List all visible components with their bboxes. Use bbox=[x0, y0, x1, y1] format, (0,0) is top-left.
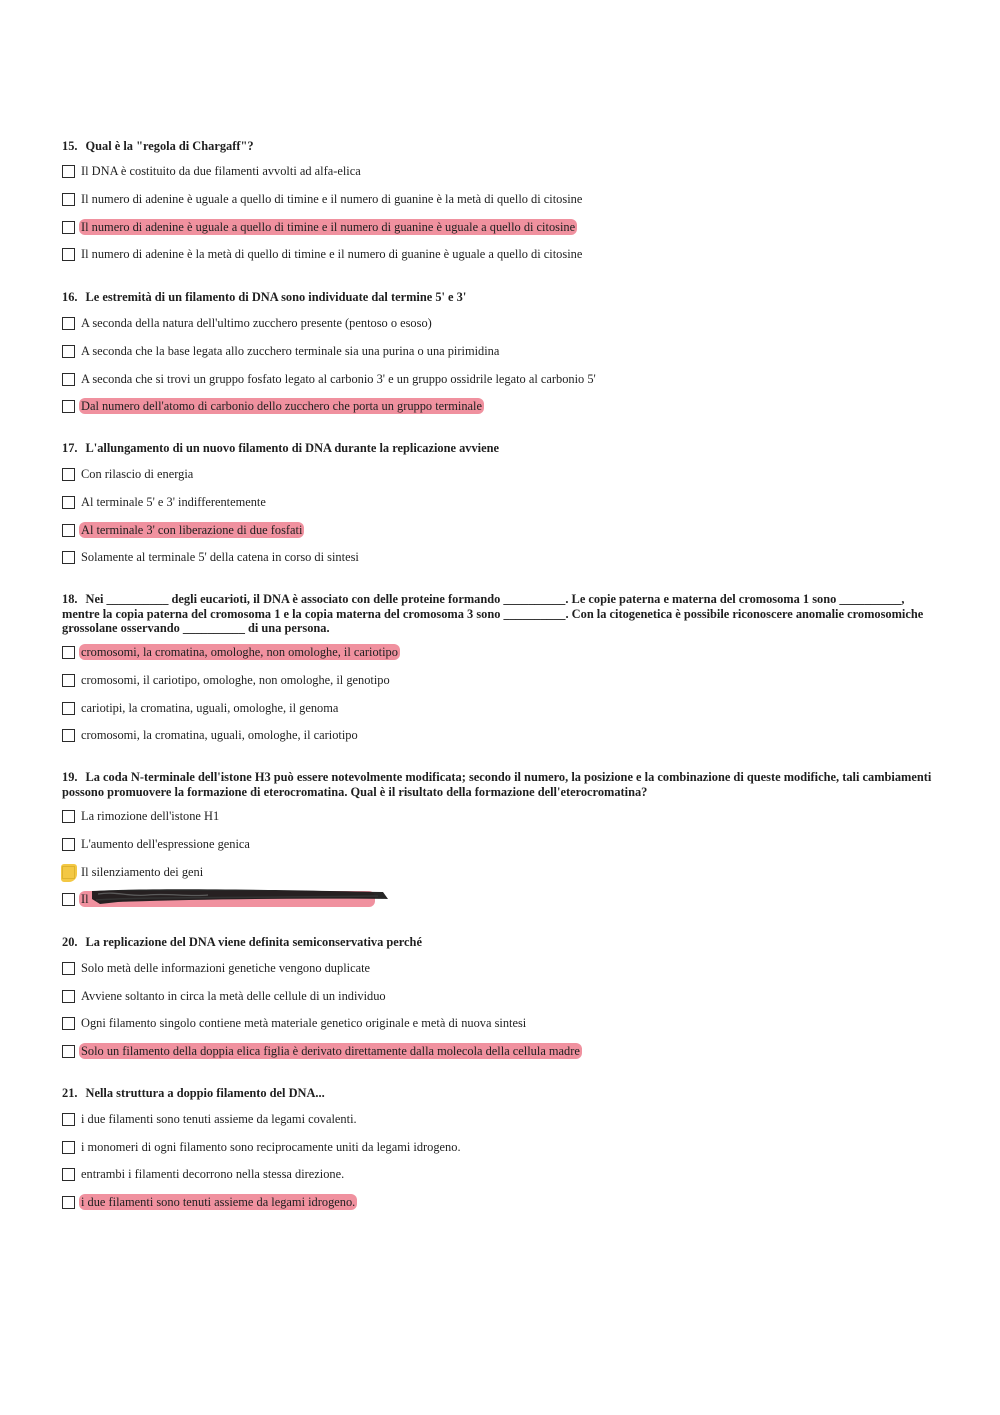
checkbox[interactable] bbox=[62, 317, 75, 330]
option-text: A seconda della natura dell'ultimo zucchero presente (pentoso o esoso) bbox=[81, 316, 432, 330]
option-16c[interactable] bbox=[62, 371, 598, 387]
option-19a[interactable] bbox=[62, 808, 221, 824]
checkbox[interactable] bbox=[62, 1113, 75, 1126]
option-15d[interactable] bbox=[62, 246, 584, 262]
option-18c[interactable] bbox=[62, 700, 340, 716]
option-16a[interactable] bbox=[62, 315, 434, 331]
option-20c[interactable] bbox=[62, 1015, 528, 1031]
option-text: cariotipi, la cromatina, uguali, omologhe, il genoma bbox=[81, 701, 339, 715]
option-text: Con rilascio di energia bbox=[81, 467, 194, 481]
option-text: Il bbox=[79, 891, 375, 907]
question-text: Nella struttura a doppio filamento del DNA... bbox=[85, 1086, 325, 1100]
option-text: Il silenziamento dei geni bbox=[81, 865, 204, 879]
option-15c[interactable] bbox=[62, 219, 577, 235]
question-21 bbox=[62, 1086, 942, 1209]
option-18b[interactable] bbox=[62, 672, 392, 688]
option-text: Avviene soltanto in circa la metà delle cellule di un individuo bbox=[81, 989, 386, 1003]
question-number: 20. bbox=[62, 935, 78, 949]
checkbox[interactable] bbox=[62, 193, 75, 206]
scribble-redaction bbox=[78, 885, 393, 909]
option-20a[interactable] bbox=[62, 960, 372, 976]
checkbox[interactable] bbox=[62, 551, 75, 564]
option-text: Al terminale 5' e 3' indifferentemente bbox=[81, 495, 266, 509]
checkbox[interactable] bbox=[62, 496, 75, 509]
checkbox[interactable] bbox=[62, 1045, 75, 1058]
option-text: i monomeri di ogni filamento sono reciprocamente uniti da legami idrogeno. bbox=[81, 1140, 461, 1154]
option-text: Solamente al terminale 5' della catena in corso di sintesi bbox=[81, 550, 359, 564]
option-21b[interactable] bbox=[62, 1139, 463, 1155]
checkbox[interactable] bbox=[62, 221, 75, 234]
option-18a[interactable] bbox=[62, 644, 400, 660]
question-16 bbox=[62, 290, 942, 413]
option-17a[interactable] bbox=[62, 466, 195, 482]
checkbox[interactable] bbox=[62, 524, 75, 537]
option-text: cromosomi, la cromatina, omologhe, non omologhe, il cariotipo bbox=[81, 645, 398, 659]
option-text: Al terminale 3' con liberazione di due fosfati bbox=[81, 523, 303, 537]
option-text: Il numero di adenine è uguale a quello di timine e il numero di guanine è uguale a quello di citosine bbox=[81, 220, 576, 234]
question-number: 19. bbox=[62, 770, 78, 784]
checkbox[interactable] bbox=[62, 990, 75, 1003]
option-text: La rimozione dell'istone H1 bbox=[81, 809, 220, 823]
option-text: i due filamenti sono tenuti assieme da legami covalenti. bbox=[81, 1112, 357, 1126]
question-19 bbox=[62, 770, 942, 906]
option-18d[interactable] bbox=[62, 727, 360, 743]
checkbox[interactable] bbox=[62, 838, 75, 851]
question-title bbox=[62, 139, 942, 154]
checkbox[interactable] bbox=[62, 1196, 75, 1209]
option-text: cromosomi, il cariotipo, omologhe, non omologhe, il genotipo bbox=[81, 673, 390, 687]
checkbox[interactable] bbox=[62, 400, 75, 413]
checkbox[interactable] bbox=[62, 468, 75, 481]
checkbox[interactable] bbox=[62, 893, 75, 906]
option-16d[interactable] bbox=[62, 398, 484, 414]
checkbox[interactable] bbox=[62, 345, 75, 358]
question-17 bbox=[62, 441, 942, 564]
question-text: Le estremità di un filamento di DNA sono individuate dal termine 5' e 3' bbox=[85, 290, 467, 304]
question-number: 17. bbox=[62, 441, 78, 455]
option-21c[interactable] bbox=[62, 1166, 346, 1182]
question-title bbox=[62, 290, 942, 305]
option-21d[interactable] bbox=[62, 1194, 357, 1210]
option-text: A seconda che si trovi un gruppo fosfato legato al carbonio 3' e un gruppo ossidrile legato al carbonio 5' bbox=[81, 372, 596, 386]
option-text: Ogni filamento singolo contiene metà materiale genetico originale e metà di nuova sintesi bbox=[81, 1016, 527, 1030]
question-text: La coda N-terminale dell'istone H3 può essere notevolmente modificata; secondo il numero, la posizione e la combinazione di queste modifiche, tali cambiamenti possono promuovere la formazione di eterocromatina. Qual è il risultato della formazione dell'eterocromatina? bbox=[62, 770, 932, 799]
question-text: Nei __________ degli eucarioti, il DNA è associato con delle proteine formando __________. Le copie paterna e materna del cromosoma 1 sono __________, mentre la copia paterna del cromosoma 1 e la copia materna del cromosoma 3 sono __________. Con la citogenetica è possibile riconoscere anomalie cromosomiche grossolane osservando __________ di una persona. bbox=[62, 592, 924, 635]
option-text: Il numero di adenine è uguale a quello di timine e il numero di guanine è la metà di quello di citosine bbox=[81, 192, 583, 206]
option-text: entrambi i filamenti decorrono nella stessa direzione. bbox=[81, 1167, 345, 1181]
option-20b[interactable] bbox=[62, 988, 388, 1004]
checkbox[interactable] bbox=[62, 248, 75, 261]
question-text: Qual è la "regola di Chargaff"? bbox=[85, 139, 254, 153]
checkbox[interactable] bbox=[62, 1168, 75, 1181]
question-20 bbox=[62, 935, 942, 1058]
checkbox[interactable] bbox=[62, 165, 75, 178]
option-17c[interactable] bbox=[62, 522, 304, 538]
option-text: Il numero di adenine è la metà di quello di timine e il numero di guanine è uguale a quello di citosine bbox=[81, 247, 583, 261]
option-text: Il DNA è costituito da due filamenti avvolti ad alfa-elica bbox=[81, 164, 361, 178]
option-text: i due filamenti sono tenuti assieme da legami idrogeno. bbox=[81, 1195, 356, 1209]
option-text: A seconda che la base legata allo zucchero terminale sia una purina o una pirimidina bbox=[81, 344, 500, 358]
question-title bbox=[62, 441, 942, 456]
option-19c[interactable] bbox=[62, 864, 205, 880]
question-text: L'allungamento di un nuovo filamento di DNA durante la replicazione avviene bbox=[85, 441, 500, 455]
option-16b[interactable] bbox=[62, 343, 501, 359]
checkbox[interactable] bbox=[62, 674, 75, 687]
checkbox[interactable] bbox=[62, 373, 75, 386]
checkbox[interactable] bbox=[62, 702, 75, 715]
question-number: 18. bbox=[62, 592, 78, 606]
question-title bbox=[62, 935, 942, 950]
checkbox[interactable] bbox=[62, 810, 75, 823]
question-title bbox=[62, 770, 942, 799]
question-number: 15. bbox=[62, 139, 78, 153]
checkbox[interactable] bbox=[62, 729, 75, 742]
option-19b[interactable] bbox=[62, 836, 252, 852]
question-title bbox=[62, 592, 942, 636]
option-text: Dal numero dell'atomo di carbonio dello zucchero che porta un gruppo terminale bbox=[81, 399, 483, 413]
option-17b[interactable] bbox=[62, 494, 268, 510]
option-text: cromosomi, la cromatina, uguali, omologhe, il cariotipo bbox=[81, 728, 358, 742]
option-text: Solo metà delle informazioni genetiche vengono duplicate bbox=[81, 961, 371, 975]
question-number: 16. bbox=[62, 290, 78, 304]
question-18 bbox=[62, 592, 942, 742]
yellow-mark bbox=[61, 864, 77, 882]
question-text: La replicazione del DNA viene definita semiconservativa perché bbox=[85, 935, 422, 949]
checkbox[interactable] bbox=[62, 962, 75, 975]
checkbox[interactable] bbox=[62, 646, 75, 659]
question-number: 21. bbox=[62, 1086, 78, 1100]
option-text: L'aumento dell'espressione genica bbox=[81, 837, 250, 851]
question-15 bbox=[62, 139, 942, 261]
option-20d[interactable] bbox=[62, 1043, 582, 1059]
option-17d[interactable] bbox=[62, 549, 361, 565]
option-21a[interactable] bbox=[62, 1111, 359, 1127]
option-text: Solo un filamento della doppia elica figlia è derivato direttamente dalla molecola della cellula madre bbox=[81, 1044, 580, 1058]
checkbox[interactable] bbox=[62, 1141, 75, 1154]
option-15a[interactable] bbox=[62, 163, 363, 179]
question-title bbox=[62, 1086, 942, 1101]
option-15b[interactable] bbox=[62, 191, 584, 207]
checkbox[interactable] bbox=[62, 1017, 75, 1030]
